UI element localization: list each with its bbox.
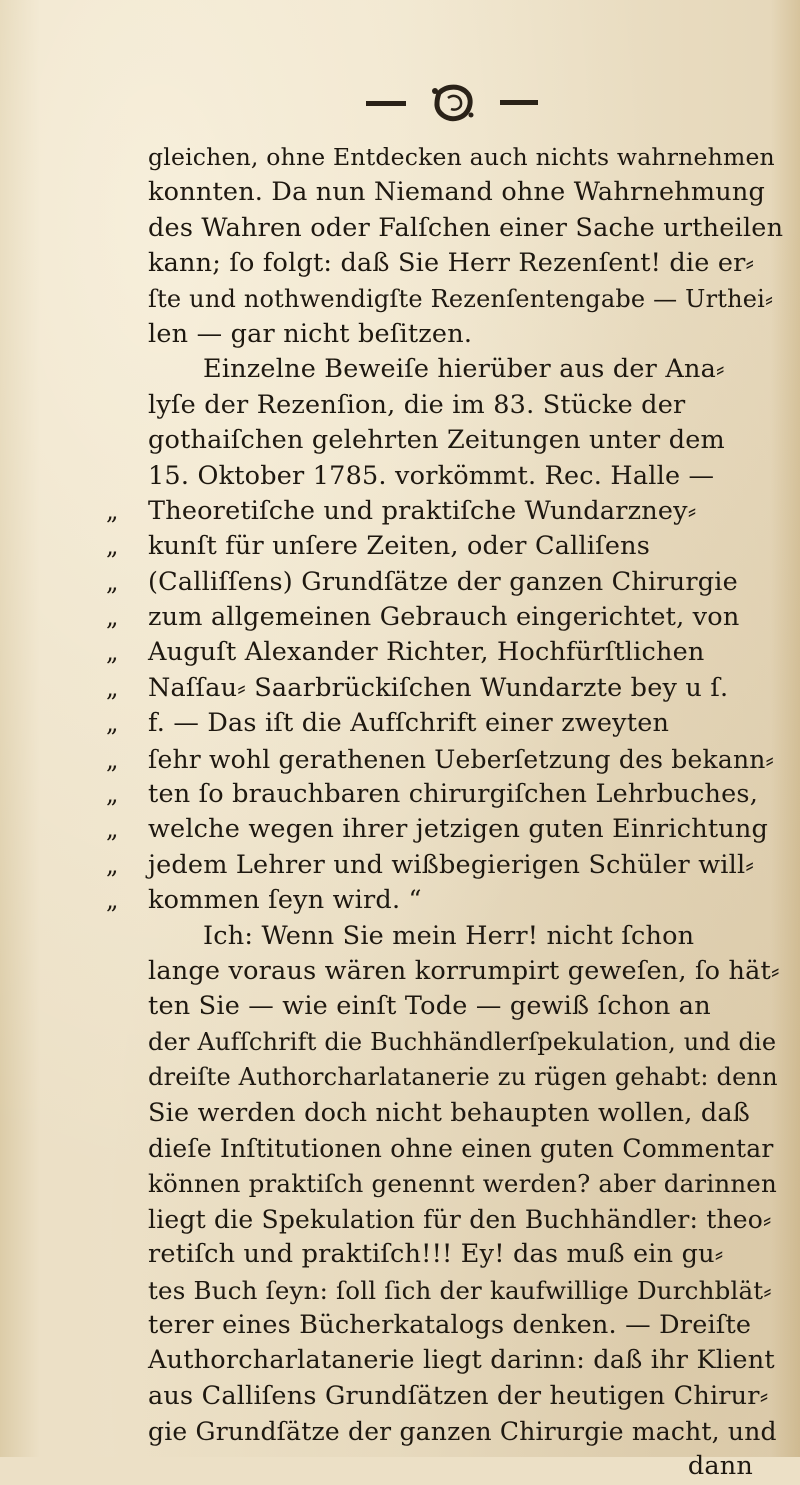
quoted-text: Auguſt Alexander Richter, Hochfürſtlichen <box>148 637 705 668</box>
text-line: des Wahren oder Falſchen einer Sache urtheilen <box>148 212 784 243</box>
quoted-text: welche wegen ihrer jetzigen guten Einrichtung <box>148 814 769 845</box>
quoted-line <box>106 848 783 883</box>
quoted-line <box>106 600 783 635</box>
text-line: ſte und nothwendigſte Rezenſentengabe — Urthei⸗ <box>148 284 774 313</box>
text-line: gleichen, ohne Entdecken auch nichts wahrnehmen <box>148 143 775 171</box>
quoted-line <box>106 742 783 777</box>
text-line: konnten. Da nun Niemand ohne Wahrnehmung <box>148 177 766 208</box>
text-line: der Aufſchrift die Buchhändlerſpekulation, und die <box>148 1027 777 1056</box>
quote-mark: „ <box>106 496 119 525</box>
quoted-text: ſehr wohl gerathenen Ueberſetzung des bekann⸗ <box>148 744 775 774</box>
quoted-text: (Calliſſens) Grundſätze der ganzen Chirurgie <box>148 566 738 597</box>
text-line: ten Sie — wie einſt Tode — gewiß ſchon an <box>148 991 711 1022</box>
catchword: dann <box>687 1451 753 1482</box>
text-line: gothaiſchen gelehrten Zeitungen unter dem <box>148 425 725 456</box>
quoted-text: zum allgemeinen Gebrauch eingerichtet, von <box>148 602 740 633</box>
quote-mark: „ <box>106 532 119 561</box>
text-line: Authorcharlatanerie liegt darinn: daß ihr Klient <box>148 1345 775 1376</box>
quote-mark: „ <box>106 603 119 632</box>
quote-mark: „ <box>106 673 119 702</box>
quoted-line <box>106 635 783 670</box>
quoted-text: kommen ſeyn wird. “ <box>148 885 422 916</box>
quoted-text: jedem Lehrer und wißbegierigen Schüler will⸗ <box>148 849 755 880</box>
text-line: tes Buch ſeyn: ſoll ſich der kaufwillige Durchblät⸗ <box>148 1275 772 1305</box>
text-line: gie Grundſätze der ganzen Chirurgie macht, und <box>148 1417 777 1447</box>
quoted-line <box>106 706 783 741</box>
quote-mark: „ <box>106 638 119 667</box>
text-line: aus Calliſens Grundſätzen der heutigen Chirur⸗ <box>148 1380 769 1411</box>
paragraph-start: Ich: Wenn Sie mein Herr! nicht ſchon <box>203 920 695 951</box>
quote-mark: „ <box>106 709 119 738</box>
text-line: kann; ſo folgt: daß Sie Herr Rezenſent! die er⸗ <box>148 248 755 279</box>
quoted-line <box>106 883 783 918</box>
text-line: dieſe Inſtitutionen ohne einen guten Commentar <box>148 1133 774 1163</box>
quoted-line <box>106 777 783 812</box>
text-line: dreiſte Authorcharlatanerie zu rügen gehabt: denn <box>148 1063 778 1092</box>
quoted-line <box>106 529 783 564</box>
quoted-text: Naſſau⸗ Saarbrückiſchen Wundarzte bey u ſ. <box>148 672 729 703</box>
quote-mark: „ <box>106 780 119 809</box>
quote-mark: „ <box>106 850 119 879</box>
header-ornament <box>360 78 545 128</box>
quoted-text: f. — Das iſt die Aufſchrift einer zweyten <box>148 708 670 739</box>
quote-mark: „ <box>106 567 119 596</box>
text-line: lyſe der Rezenſion, die im 83. Stücke der <box>148 389 686 420</box>
quote-mark: „ <box>106 815 119 844</box>
text-line: retiſch und praktiſch!!! Ey! das muß ein gu⸗ <box>148 1239 724 1270</box>
text-line: können praktiſch genennt werden? aber darinnen <box>148 1169 777 1199</box>
text-line: 15. Oktober 1785. vorkömmt. Rec. Halle — <box>148 460 715 491</box>
text-line: Sie werden doch nicht behaupten wollen, daß <box>148 1097 751 1128</box>
body-text <box>106 140 784 1485</box>
quoted-line <box>106 671 783 706</box>
quoted-line <box>106 494 783 529</box>
paragraph-start: Einzelne Beweiſe hierüber aus der Ana⸗ <box>203 354 725 385</box>
text-line: liegt die Spekulation für den Buchhändler: theo⸗ <box>148 1204 772 1234</box>
quote-mark: „ <box>106 886 119 915</box>
quoted-text: kunſt für unſere Zeiten, oder Calliſens <box>148 531 651 562</box>
text-line: lange voraus wären korrumpirt geweſen, ſo hät⸗ <box>148 955 780 986</box>
text-line: terer eines Bücherkatalogs denken. — Dreiſte <box>148 1309 752 1340</box>
quoted-line <box>106 565 783 600</box>
quoted-line <box>106 812 783 847</box>
quoted-text: ten ſo brauchbaren chirurgiſchen Lehrbuches, <box>148 779 759 810</box>
quote-mark: „ <box>106 745 119 774</box>
quoted-text: Theoretiſche und praktiſche Wundarzney⸗ <box>148 495 697 526</box>
text-line: len — gar nicht beſitzen. <box>148 318 473 349</box>
